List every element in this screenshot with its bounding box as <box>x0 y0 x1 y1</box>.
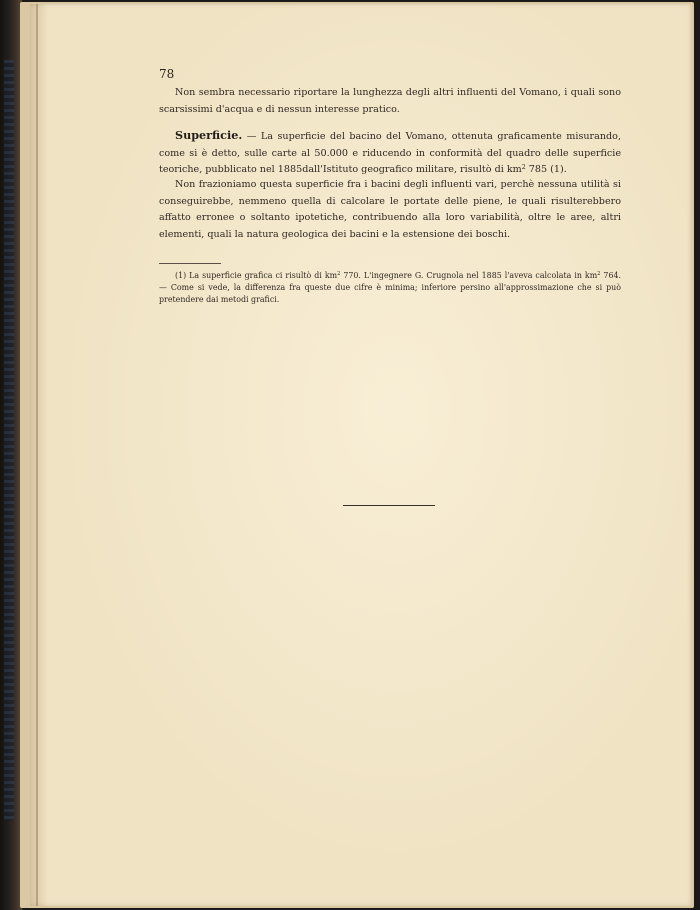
superscript: 2 <box>597 271 601 277</box>
paragraph-text: 785 (1). <box>525 164 567 175</box>
paragraph-text: — La superficie del bacino del Vomano, ottenuta graficamente misurando, come si è detto, sulle carte al 50.000 e riducendo in conformità del quadro delle superficie teoriche, pubblicato nel 1885dall'Istituto geografico militare, risultò di km <box>159 131 621 175</box>
paragraph-superficie <box>159 127 621 179</box>
footnote-text: 764. — Come si vede, la differenza fra queste due cifre è minima; inferiore persino all'approssimazione che si può pretendere dai metodi grafici. <box>159 271 621 305</box>
superscript: 2 <box>521 164 526 171</box>
binding-pattern <box>4 60 14 820</box>
footnote-text: (1) La superficie grafica ci risultò di km <box>175 271 338 280</box>
footnote <box>159 270 621 307</box>
paragraph-text: Non frazioniamo questa superficie fra i bacini degli influenti vari, perchè nessuna utilità si conseguirebbe, nemmeno quella di calcolare le portate delle piene, le quali risulterebbero affatto erronee o soltanto ipotetiche, contribuendo alla loro variabilità, oltre le aree, altri elementi, quali la natura geologica dei bacini e la estensione dei boschi. <box>159 179 621 240</box>
footnote-divider <box>159 263 221 264</box>
paragraph-frazioniamo <box>159 177 621 243</box>
page-number: 78 <box>159 67 175 81</box>
section-heading: Superficie. <box>175 128 243 142</box>
paragraph-text: Non sembra necessario riportare la lunghezza degli altri influenti del Vomano, i quali sono scarsissimi d'acqua e di nessun interesse pratico. <box>159 87 621 115</box>
footnote-text: 770. L'ingegnere G. Crugnola nel 1885 l'aveva calcolata in km <box>340 271 598 280</box>
superscript: 2 <box>337 271 341 277</box>
paragraph-influenti <box>159 85 621 118</box>
end-divider <box>343 505 435 506</box>
page-gutter-line <box>36 4 38 906</box>
book-binding <box>0 0 22 910</box>
